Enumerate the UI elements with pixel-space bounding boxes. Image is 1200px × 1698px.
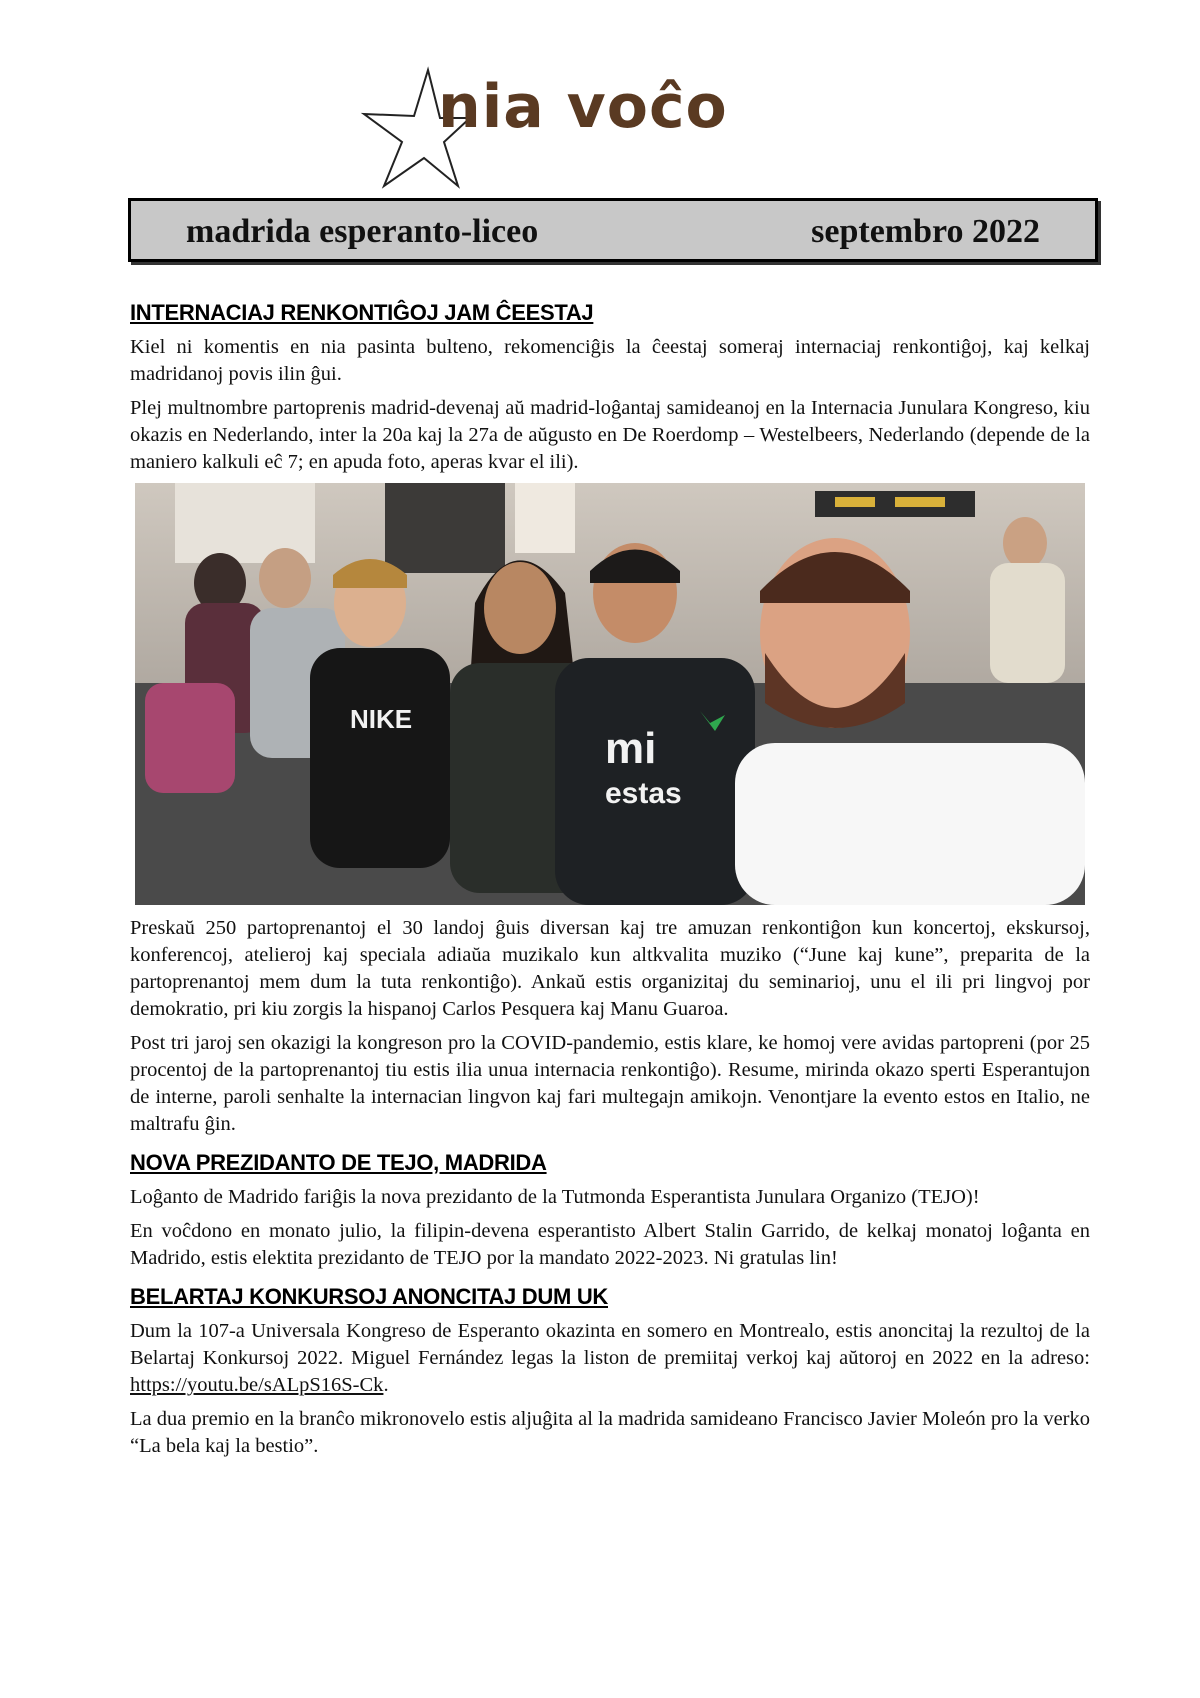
organization-name: madrida esperanto-liceo [186,213,539,250]
main-content [130,298,1090,1467]
article-paragraph: Plej multnombre partoprenis madrid-devenaj aŭ madrid-loĝantaj samideanoj en la Internacia Junulara Kongreso, kiu okazis en Nederlando, inter la 20a kaj la 27a de aŭgusto en De Roerdomp – Westelbeers, Nederlando (depende de la maniero kalkuli eĉ 7; en apuda foto, aperas kvar el ili). [130,397,1090,473]
article-heading: INTERNACIAJ RENKONTIĜOJ JAM ĈEESTAJ [130,300,594,325]
mi-estas-text-1: mi [605,724,657,773]
masthead [360,60,780,195]
article-paragraph: Loĝanto de Madrido fariĝis la nova prezidanto de la Tutmonda Esperantista Junulara Organizo (TEJO)! [130,1186,980,1208]
newsletter-title: nia voĉo [438,72,728,142]
paragraph-end: . [383,1374,389,1396]
article-heading: NOVA PREZIDANTO DE TEJO, MADRIDA [130,1150,547,1175]
paragraph-text: Dum la 107-a Universala Kongreso de Esperanto okazinta en somero en Montrealo, estis anoncitaj la rezultoj de la Belartaj Konkursoj 2022. Miguel Fernández legas la liston de premiitaj verkoj kaj aŭtoroj en 2022 en la adreso: [130,1320,1090,1369]
article-paragraph: Preskaŭ 250 partoprenantoj el 30 landoj ĝuis diversan kaj tre amuzan renkontiĝon kun koncertoj, ekskursoj, konferencoj, atelieroj kaj speciala adiaŭa muzikalo kun altkvalita muziko (“June kaj kune”, preparita de la partoprenantoj mem dum la tuta renkontiĝo). Ankaŭ estis organizitaj du seminarioj, unu el ili pri lingvoj por demokratio, pri kiu zorgis la hispanoj Carlos Pesquera kaj Manu Guaroa. [130,917,1090,1020]
nike-logo-text: NIKE [350,704,413,734]
article-paragraph [130,1318,1090,1399]
issue-date: septembro 2022 [811,213,1040,250]
article-heading: BELARTAJ KONKURSOJ ANONCITAJ DUM UK [130,1284,608,1309]
article-paragraph: Post tri jaroj sen okazigi la kongreson pro la COVID-pandemio, estis klare, ke homoj vere avidas partopreni (por 25 procentoj de la partoprenantoj tiu estis ilia unua internacia renkontiĝo). Resume, mirinda okazo sperti Esperantujon de interne, paroli senhalte la internacian lingvon kaj fari multegajn amikojn. Venontjare la evento estos en Italio, ne maltrafu ĝin. [130,1032,1090,1135]
article-paragraph: La dua premio en la branĉo mikronovelo estis aljuĝita al la madrida samideano Francisco Javier Moleón pro la verko “La bela kaj la bestio”. [130,1408,1090,1457]
header-banner [128,198,1098,262]
article-paragraph: Kiel ni komentis en nia pasinta bulteno, rekomenciĝis la ĉeestaj someraj internaciaj renkontiĝoj, kaj kelkaj madridanoj povis ilin ĝui. [130,336,1090,385]
mi-estas-text-2: estas [605,777,682,810]
group-photo [135,483,1085,905]
article-paragraph: En voĉdono en monato julio, la filipin-devena esperantisto Albert Stalin Garrido, de kelkaj monatoj loĝanta en Madrido, estis elektita prezidanto de TEJO por la mandato 2022-2023. Ni gratulas lin! [130,1220,1090,1269]
video-link[interactable]: https://youtu.be/sALpS16S-Ck [130,1374,384,1396]
